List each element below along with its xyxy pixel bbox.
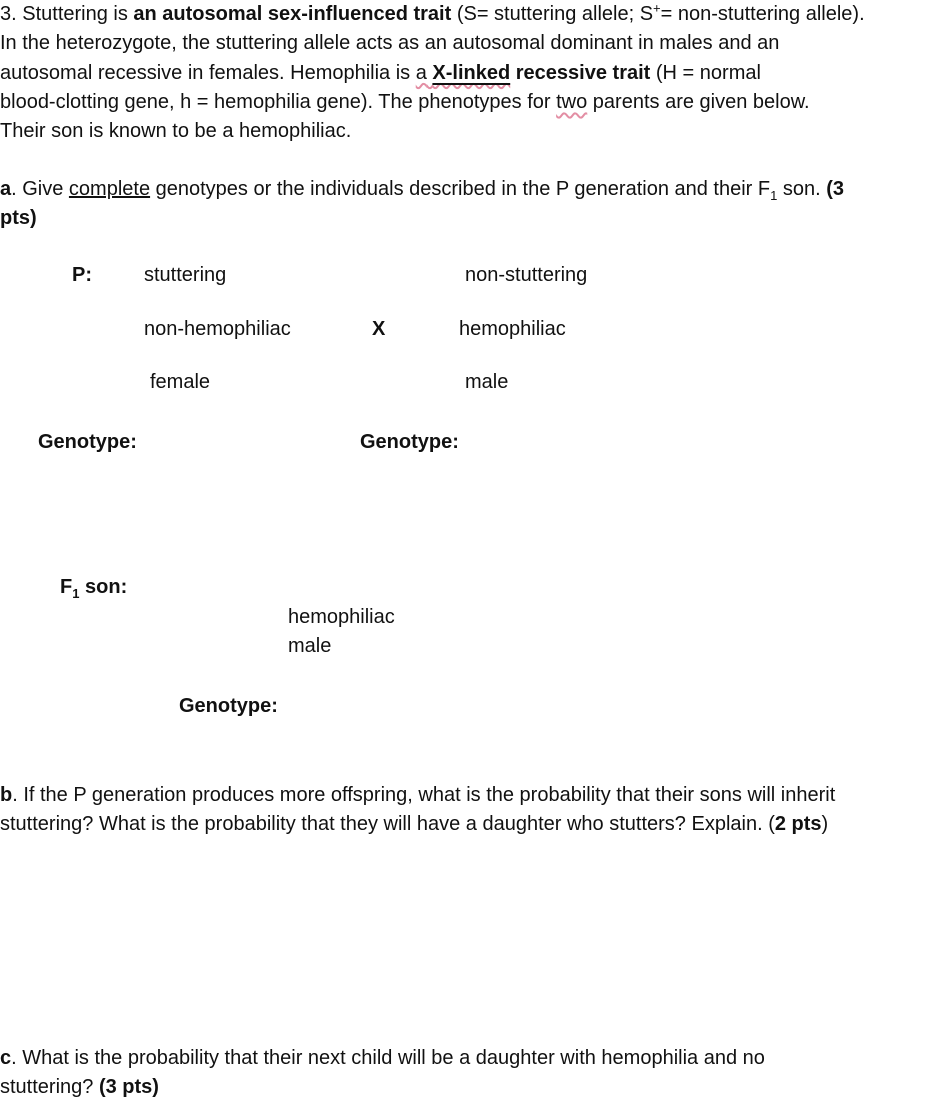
intro-paragraph — [0, 0, 865, 146]
grammar-flag-two: two — [556, 90, 588, 113]
p-generation-label: P: — [72, 264, 92, 286]
sex-influenced-term: an autosomal sex-influenced trait — [133, 3, 452, 25]
mother-genotype-label: Genotype: — [38, 431, 137, 453]
part-b-question: b. If the P generation produces more offspring, what is the probability that their sons will inherit stuttering? What is the probability that they will have a daughter who stutters? Explain. (2 pts) — [0, 784, 836, 836]
mother-phenotype-3: female — [150, 371, 211, 393]
part-c-letter: c — [0, 1047, 12, 1069]
grammar-flag-a: a X-linked — [415, 61, 511, 84]
intro-line-5: Their son is known to be a hemophiliac. — [0, 120, 352, 143]
part-a-question: a. Give complete genotypes or the individuals described in the P generation and their $F_1$ son. (3 pts) — [0, 178, 845, 230]
son-genotype-label: Genotype: — [179, 695, 278, 717]
intro-line-3: autosomal recessive in females. Hemophilia is a X-linked recessive trait (H = normal — [0, 61, 761, 84]
intro-line-1: 3. Stuttering is an autosomal sex-influenced trait (S= stuttering allele; S+= non-stuttering allele). — [0, 0, 865, 25]
father-genotype-label: Genotype: — [360, 431, 459, 453]
part-c-question: c. What is the probability that their next child will be a daughter with hemophilia and no stuttering? (3 pts) — [0, 1047, 765, 1099]
cross-symbol: X — [372, 318, 386, 340]
father-phenotype-2: hemophiliac — [459, 318, 566, 340]
f1-son-label: $F_1$ son: — [60, 576, 128, 601]
intro-line-2: In the heterozygote, the stuttering allele acts as an autosomal dominant in males and an — [0, 32, 780, 55]
father-phenotype-1: non-stuttering — [465, 264, 588, 286]
mother-phenotype-2: non-hemophiliac — [144, 318, 291, 340]
part-b-letter: b — [0, 784, 13, 806]
father-phenotype-3: male — [465, 371, 509, 393]
x-linked-term: X-linked — [432, 61, 511, 84]
part-a-letter: a — [0, 178, 12, 200]
mother-phenotype-1: stuttering — [144, 264, 227, 286]
son-phenotype-2: male — [288, 635, 332, 657]
intro-line-4: blood-clotting gene, h = hemophilia gene). The phenotypes for two parents are given below. — [0, 90, 810, 113]
son-phenotype-1: hemophiliac — [288, 606, 395, 628]
